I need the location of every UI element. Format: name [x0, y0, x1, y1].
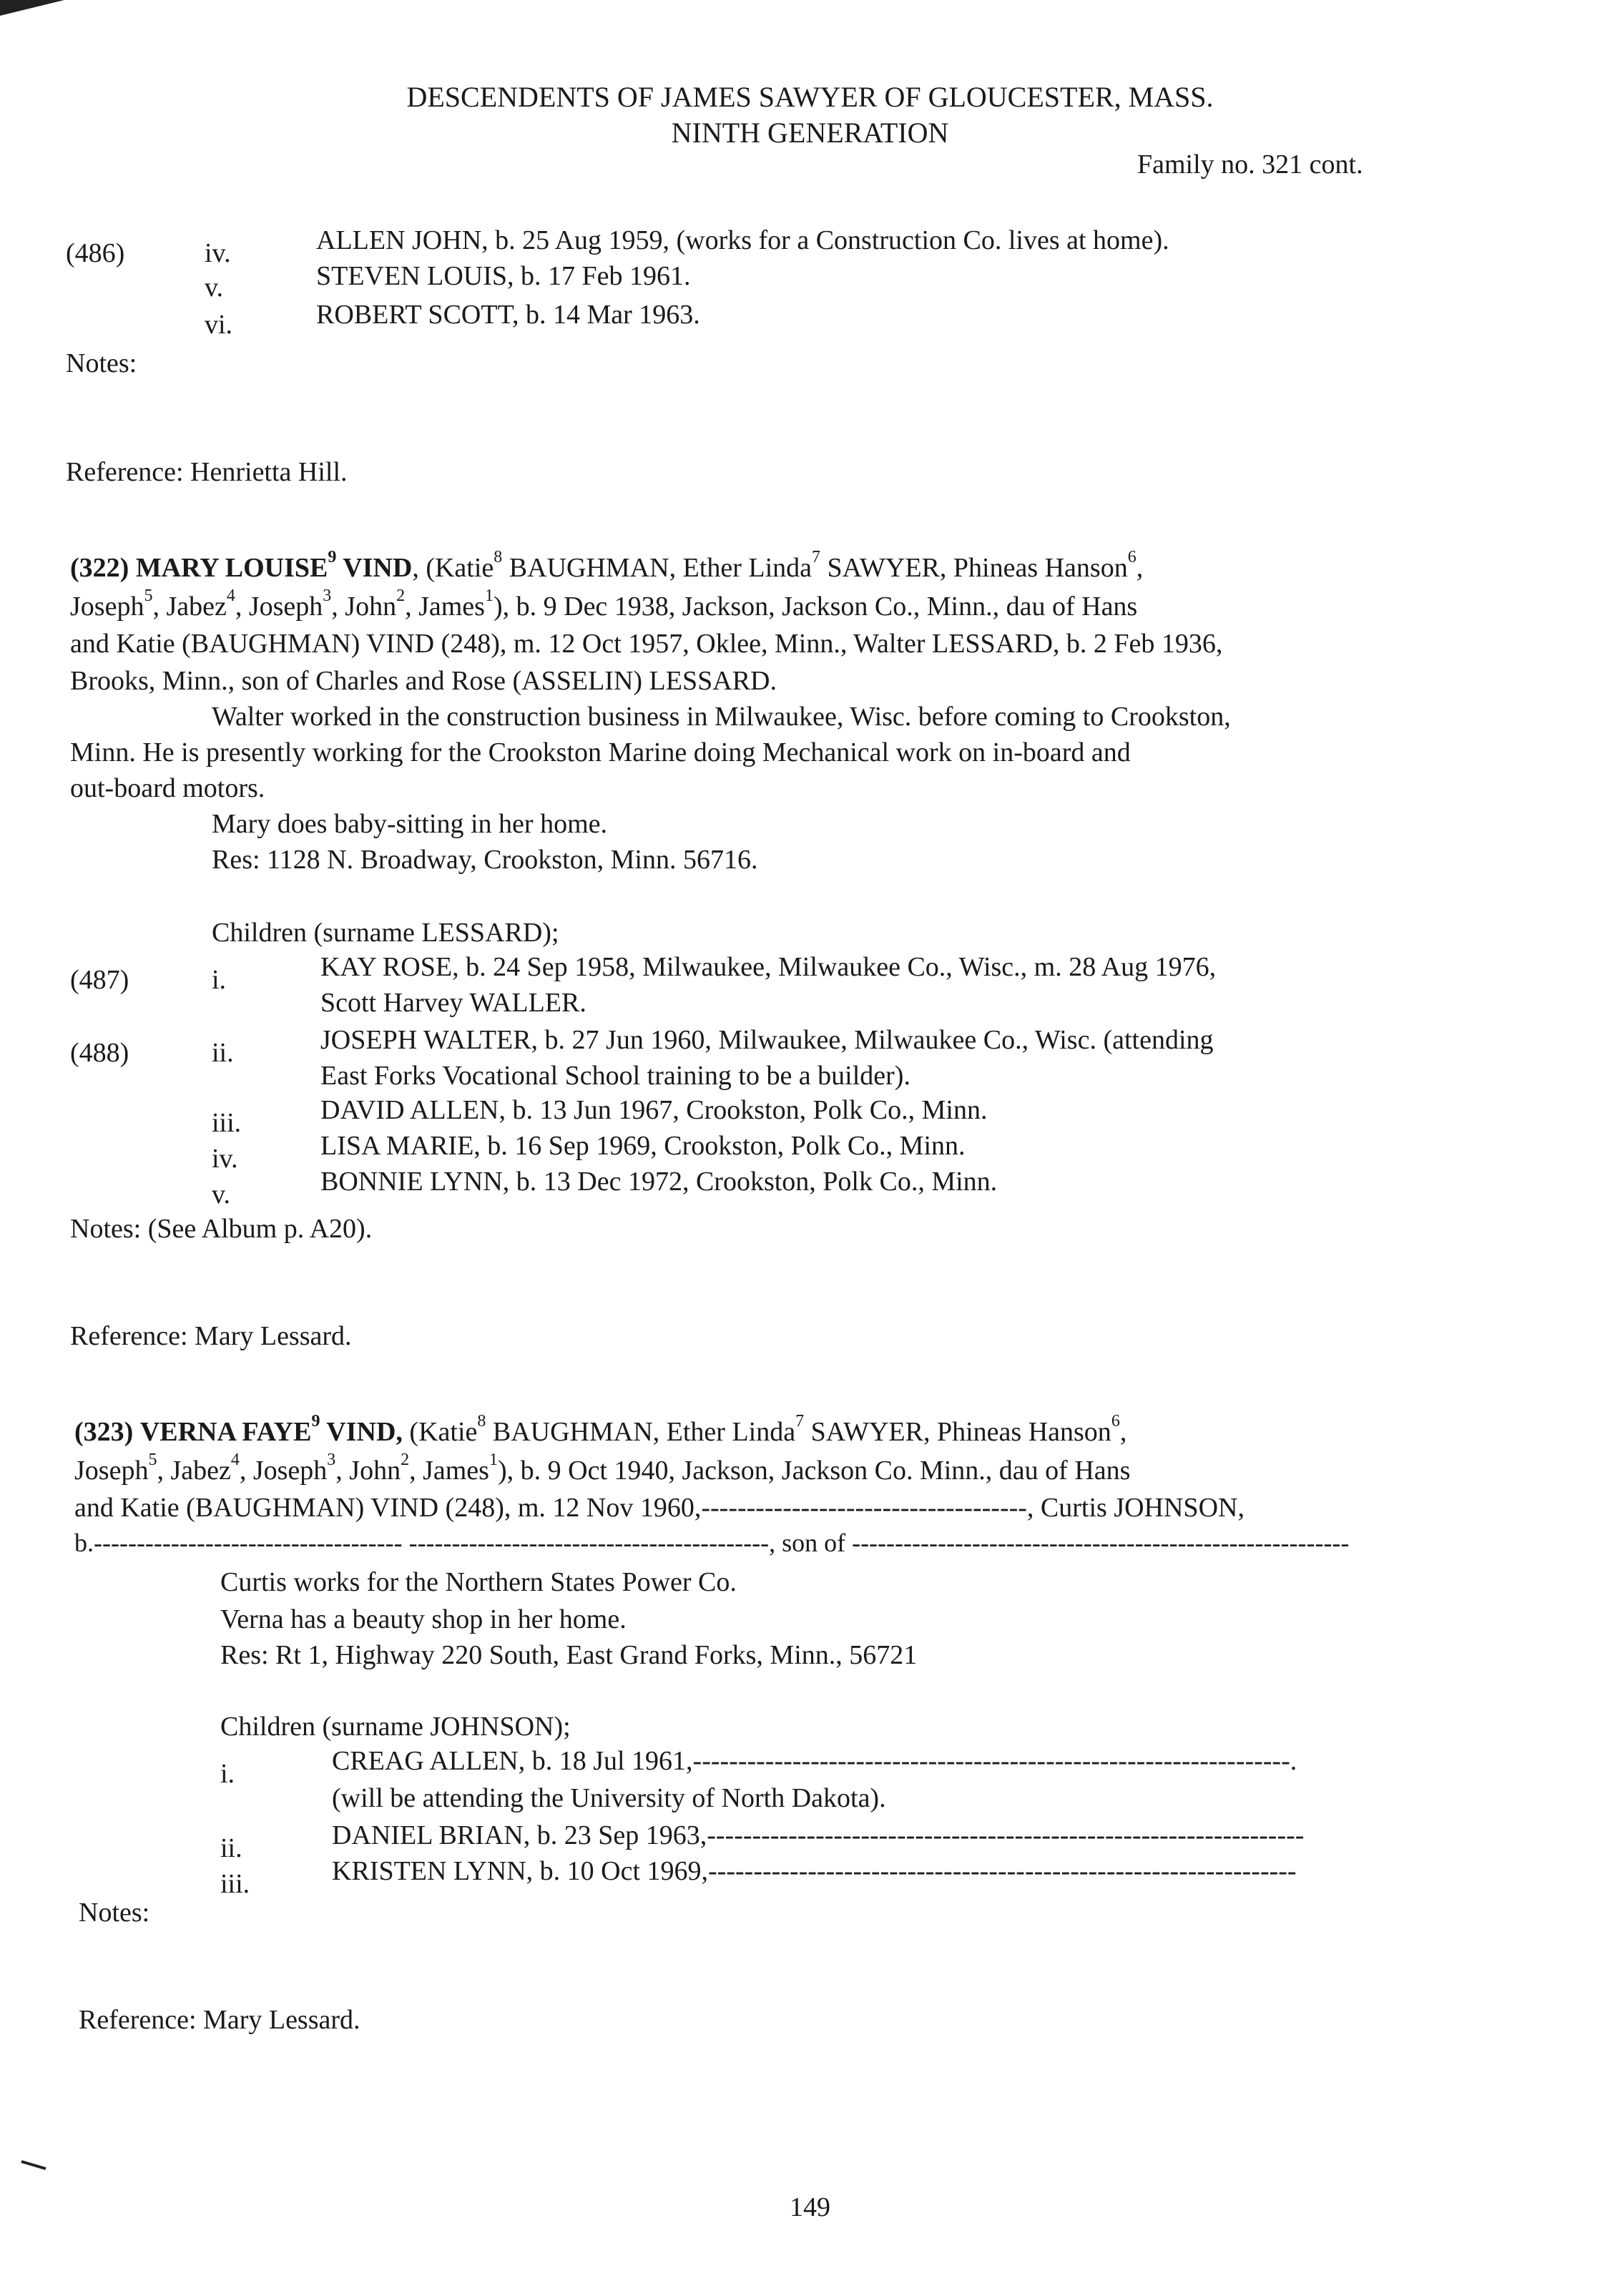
lineage-text: , John: [331, 592, 397, 622]
name-last: VIND,: [326, 1417, 403, 1447]
lineage-text: Joseph: [74, 1456, 149, 1486]
generation-sup: 4: [230, 1451, 240, 1470]
family-number: (323): [74, 1417, 134, 1447]
child-entry: LISA MARIE, b. 16 Sep 1969, Crookston, Polk Co., Minn.: [320, 1131, 966, 1161]
lineage-text: , Jabez: [152, 592, 227, 622]
child-roman: vi.: [205, 310, 233, 340]
paragraph-line: Verna has a beauty shop in her home.: [220, 1604, 627, 1634]
family-number: (322): [70, 553, 129, 583]
child-roman: v.: [212, 1179, 231, 1210]
child-entry: DAVID ALLEN, b. 13 Jun 1967, Crookston, Polk Co., Minn.: [320, 1095, 988, 1125]
lineage-text: , Joseph: [239, 1456, 328, 1486]
generation-sup: 4: [226, 587, 235, 606]
child-roman: iii.: [212, 1108, 242, 1138]
family-323-line-4: b.------------------------------------ ------------------------------------------, son of ----------------------------------------------------------: [74, 1529, 1350, 1557]
paragraph-line: Walter worked in the construction business in Milwaukee, Wisc. before coming to Crookston,: [212, 702, 1231, 732]
generation-sup: 6: [1111, 1412, 1120, 1431]
child-number: (486): [66, 238, 125, 268]
lineage-text: , Jabez: [157, 1456, 231, 1486]
child-roman: iv.: [205, 238, 231, 268]
generation-sup: 5: [148, 1451, 157, 1470]
child-entry: KRISTEN LYNN, b. 10 Oct 1969,-----------------------------------------------------------------: [332, 1856, 1297, 1886]
lineage-text: SAWYER, Phineas Hanson: [827, 553, 1128, 583]
child-entry-continued: East Forks Vocational School training to be a builder).: [320, 1061, 910, 1091]
children-heading: Children (surname LESSARD);: [212, 918, 559, 948]
child-roman: i.: [212, 965, 227, 995]
lineage-text: , Joseph: [235, 592, 323, 622]
generation-sup: 5: [144, 587, 153, 606]
child-entry-continued: Scott Harvey WALLER.: [320, 988, 586, 1018]
generation-sup: 1: [484, 587, 494, 606]
residence-line: Res: Rt 1, Highway 220 South, East Grand Forks, Minn., 56721: [220, 1640, 918, 1670]
child-entry: STEVEN LOUIS, b. 17 Feb 1961.: [316, 261, 691, 291]
child-entry: DANIEL BRIAN, b. 23 Sep 1963,------------------------------------------------------------------: [332, 1820, 1305, 1850]
scan-dash-mark: [20, 2159, 49, 2172]
generation-heading: NINTH GENERATION: [671, 117, 949, 149]
child-entry: KAY ROSE, b. 24 Sep 1958, Milwaukee, Milwaukee Co., Wisc., m. 28 Aug 1976,: [320, 952, 1217, 982]
child-entry: ALLEN JOHN, b. 25 Aug 1959, (works for a Construction Co. lives at home).: [316, 225, 1169, 255]
paragraph-line: Curtis works for the Northern States Power Co.: [220, 1567, 737, 1597]
child-roman: ii.: [220, 1833, 242, 1863]
lineage-text: , James: [409, 1456, 489, 1486]
generation-sup: 3: [323, 587, 332, 606]
page-title: DESCENDENTS OF JAMES SAWYER OF GLOUCESTER, MASS.: [406, 81, 1214, 113]
child-entry-continued: (will be attending the University of North Dakota).: [332, 1783, 886, 1813]
lineage-text: (Katie: [409, 1417, 478, 1447]
reference-line: Reference: Henrietta Hill.: [66, 457, 348, 487]
generation-sup: 1: [489, 1451, 498, 1470]
paragraph-line: out-board motors.: [70, 773, 265, 803]
generation-sup: 7: [812, 548, 820, 567]
lineage-text: (Katie: [426, 553, 494, 583]
family-322-line-4: Brooks, Minn., son of Charles and Rose (ASSELIN) LESSARD.: [70, 666, 777, 696]
name-last: VIND: [343, 553, 413, 583]
child-number: (487): [70, 965, 129, 995]
family-323-line-1: [74, 1412, 1127, 1448]
lineage-text: ,: [1119, 1417, 1127, 1447]
children-heading: Children (surname JOHNSON);: [220, 1712, 571, 1742]
reference-line: Reference: Mary Lessard.: [70, 1321, 352, 1351]
person-name: [139, 1412, 403, 1447]
child-roman: iii.: [220, 1869, 250, 1899]
scan-corner-mark: [0, 0, 64, 29]
lineage-text: BAUGHMAN, Ether Linda: [509, 553, 812, 583]
name-first: VERNA FAYE: [139, 1417, 312, 1447]
family-322-line-2: [70, 587, 1138, 622]
family-reference: Family no. 321 cont.: [1137, 149, 1363, 180]
generation-sup: 7: [795, 1412, 805, 1431]
lineage-text: , John: [335, 1456, 401, 1486]
child-roman: v.: [205, 273, 224, 303]
child-roman: ii.: [212, 1038, 234, 1068]
family-323-line-2: [74, 1451, 1131, 1486]
paragraph-line: Minn. He is presently working for the Crookston Marine doing Mechanical work on in-board and: [70, 737, 1131, 767]
child-entry: BONNIE LYNN, b. 13 Dec 1972, Crookston, Polk Co., Minn.: [320, 1167, 998, 1197]
family-323-line-3: and Katie (BAUGHMAN) VIND (248), m. 12 Nov 1960,------------------------------------, Curtis JOHNSON,: [74, 1493, 1245, 1523]
residence-line: Res: 1128 N. Broadway, Crookston, Minn. 56716.: [212, 845, 758, 875]
generation-sup: 8: [477, 1412, 486, 1431]
name-first: MARY LOUISE: [135, 553, 328, 583]
generation-sup: 3: [327, 1451, 336, 1470]
generation-sup: 2: [401, 1451, 410, 1470]
child-entry: CREAG ALLEN, b. 18 Jul 1961,------------------------------------------------------------------.: [332, 1746, 1297, 1776]
person-name: [135, 548, 413, 583]
generation-sup: 9: [328, 548, 337, 567]
generation-sup: 6: [1127, 548, 1137, 567]
lineage-text: SAWYER, Phineas Hanson: [810, 1417, 1111, 1447]
page-number: 149: [790, 2192, 830, 2222]
lineage-text: ), b. 9 Oct 1940, Jackson, Jackson Co. Minn., dau of Hans: [497, 1456, 1131, 1486]
generation-sup: 9: [311, 1412, 320, 1431]
family-322-line-1: (322) MARY LOUISE$^9$ VIND, (Katie$^8$ BAUGHMAN, Ether Linda$^7$ SAWYER, Phineas Hanson$^6$,: [70, 548, 1144, 583]
lineage-text: Joseph: [70, 592, 144, 622]
notes-label: Notes:: [79, 1898, 150, 1928]
notes-label: Notes:: [66, 348, 137, 378]
lineage-text: BAUGHMAN, Ether Linda: [492, 1417, 796, 1447]
child-number: (488): [70, 1038, 129, 1068]
lineage-text: ,: [1136, 553, 1144, 583]
generation-sup: 8: [494, 548, 503, 567]
child-roman: iv.: [212, 1144, 238, 1174]
family-322-line-3: and Katie (BAUGHMAN) VIND (248), m. 12 Oct 1957, Oklee, Minn., Walter LESSARD, b. 2 Feb 1936,: [70, 629, 1223, 659]
notes-label: Notes: (See Album p. A20).: [70, 1214, 373, 1244]
paragraph-line: Mary does baby-sitting in her home.: [212, 809, 608, 839]
child-entry: JOSEPH WALTER, b. 27 Jun 1960, Milwaukee, Milwaukee Co., Wisc. (attending: [320, 1025, 1214, 1055]
reference-line: Reference: Mary Lessard.: [79, 2005, 360, 2035]
lineage-text: ), b. 9 Dec 1938, Jackson, Jackson Co., Minn., dau of Hans: [493, 592, 1138, 622]
child-entry: ROBERT SCOTT, b. 14 Mar 1963.: [316, 300, 700, 330]
generation-sup: 2: [396, 587, 406, 606]
child-roman: i.: [220, 1759, 235, 1789]
lineage-text: , James: [405, 592, 485, 622]
